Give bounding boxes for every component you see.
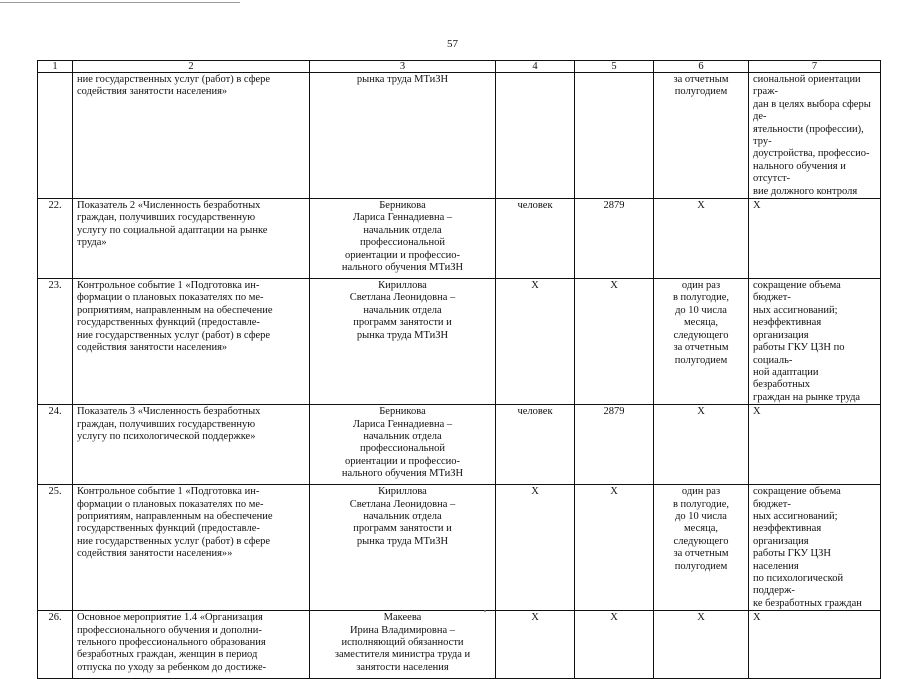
column-number: 7	[749, 61, 881, 73]
indicator-value: 2879	[575, 405, 654, 485]
unit-of-measure: человек	[496, 405, 575, 485]
responsible-person: Берникова Лариса Геннадиевна – начальник отдела профессиональной ориентации и профессио- нального обучения МТиЗН	[310, 405, 496, 485]
indicator-value	[575, 73, 654, 199]
event-name: Показатель 2 «Численность безработных граждан, получивших государственную услугу по социальной адаптации на рынке труда»	[73, 199, 310, 279]
table-row	[38, 199, 881, 279]
event-name: Контрольное событие 1 «Подготовка ин- формации о плановых показателях по ме- роприятиям, направленным на обеспечение государственных функций (предоставле- ние государственных услуг (работ) в сфере содействия занятости населения»»	[73, 485, 310, 611]
column-number: 5	[575, 61, 654, 73]
responsible-person: Кириллова Светлана Леонидовна – начальник отдела программ занятости и рынка труда МТиЗН	[310, 279, 496, 405]
row-number: 22.	[38, 199, 73, 279]
column-number: 4	[496, 61, 575, 73]
table-row	[38, 611, 881, 679]
event-name: Основное мероприятие 1.4 «Организация профессионального обучения и дополни- тельного профессионального образования безработных граждан, женщин в период отпуска по уходу за ребенком до достиже-	[73, 611, 310, 679]
scan-speck	[484, 610, 486, 612]
unit-of-measure: Х	[496, 279, 575, 405]
deadline: Х	[654, 611, 749, 679]
row-number	[38, 73, 73, 199]
deadline: за отчетным полугодием	[654, 73, 749, 199]
risk-description: сокращение объема бюджет- ных ассигнований; неэффективная организация работы ГКУ ЦЗН по социаль- ной адаптации безработных граждан на рынке труда	[749, 279, 881, 405]
indicator-value: Х	[575, 485, 654, 611]
column-number: 1	[38, 61, 73, 73]
indicator-value: Х	[575, 611, 654, 679]
risk-description: Х	[749, 611, 881, 679]
table-row	[38, 405, 881, 485]
deadline: Х	[654, 405, 749, 485]
responsible-person: Кириллова Светлана Леонидовна – начальник отдела программ занятости и рынка труда МТиЗН	[310, 485, 496, 611]
deadline: один раз в полугодие, до 10 числа месяца, следующего за отчетным полугодием	[654, 485, 749, 611]
column-number: 2	[73, 61, 310, 73]
row-number: 26.	[38, 611, 73, 679]
responsible-person: Макеева Ирина Владимировна – исполняющий обязанности заместителя министра труда и занятости населения	[310, 611, 496, 679]
column-number: 3	[310, 61, 496, 73]
unit-of-measure: Х	[496, 485, 575, 611]
top-divider-line	[0, 2, 240, 3]
unit-of-measure: человек	[496, 199, 575, 279]
row-number: 24.	[38, 405, 73, 485]
deadline: один раз в полугодие, до 10 числа месяца, следующего за отчетным полугодием	[654, 279, 749, 405]
risk-description: Х	[749, 199, 881, 279]
risk-description: сиональной ориентации граж- дан в целях выбора сферы де- ятельности (профессии), тру- доустройства, профессио- нального обучения и отсутст- вие должного контроля	[749, 73, 881, 199]
unit-of-measure	[496, 73, 575, 199]
indicator-value: Х	[575, 279, 654, 405]
program-table	[37, 60, 881, 679]
column-number: 6	[654, 61, 749, 73]
column-number-row	[38, 61, 881, 73]
row-number: 25.	[38, 485, 73, 611]
page-number: 57	[447, 38, 458, 50]
responsible-person: Берникова Лариса Геннадиевна – начальник отдела профессиональной ориентации и профессио- нального обучения МТиЗН	[310, 199, 496, 279]
event-name: ние государственных услуг (работ) в сфере содействия занятости населения»	[73, 73, 310, 199]
deadline: Х	[654, 199, 749, 279]
table-row	[38, 73, 881, 199]
event-name: Показатель 3 «Численность безработных граждан, получивших государственную услугу по психологической поддержке»	[73, 405, 310, 485]
responsible-person: рынка труда МТиЗН	[310, 73, 496, 199]
indicator-value: 2879	[575, 199, 654, 279]
risk-description: сокращение объема бюджет- ных ассигнований; неэффективная организация работы ГКУ ЦЗН населения по психологической поддерж- ке безработных граждан	[749, 485, 881, 611]
event-name: Контрольное событие 1 «Подготовка ин- формации о плановых показателях по ме- роприятиям, направленным на обеспечение государственных функций (предоставле- ние государственных услуг (работ) в сфере содействия занятости населения»	[73, 279, 310, 405]
row-number: 23.	[38, 279, 73, 405]
unit-of-measure: Х	[496, 611, 575, 679]
table-row	[38, 279, 881, 405]
table-row	[38, 485, 881, 611]
risk-description: Х	[749, 405, 881, 485]
